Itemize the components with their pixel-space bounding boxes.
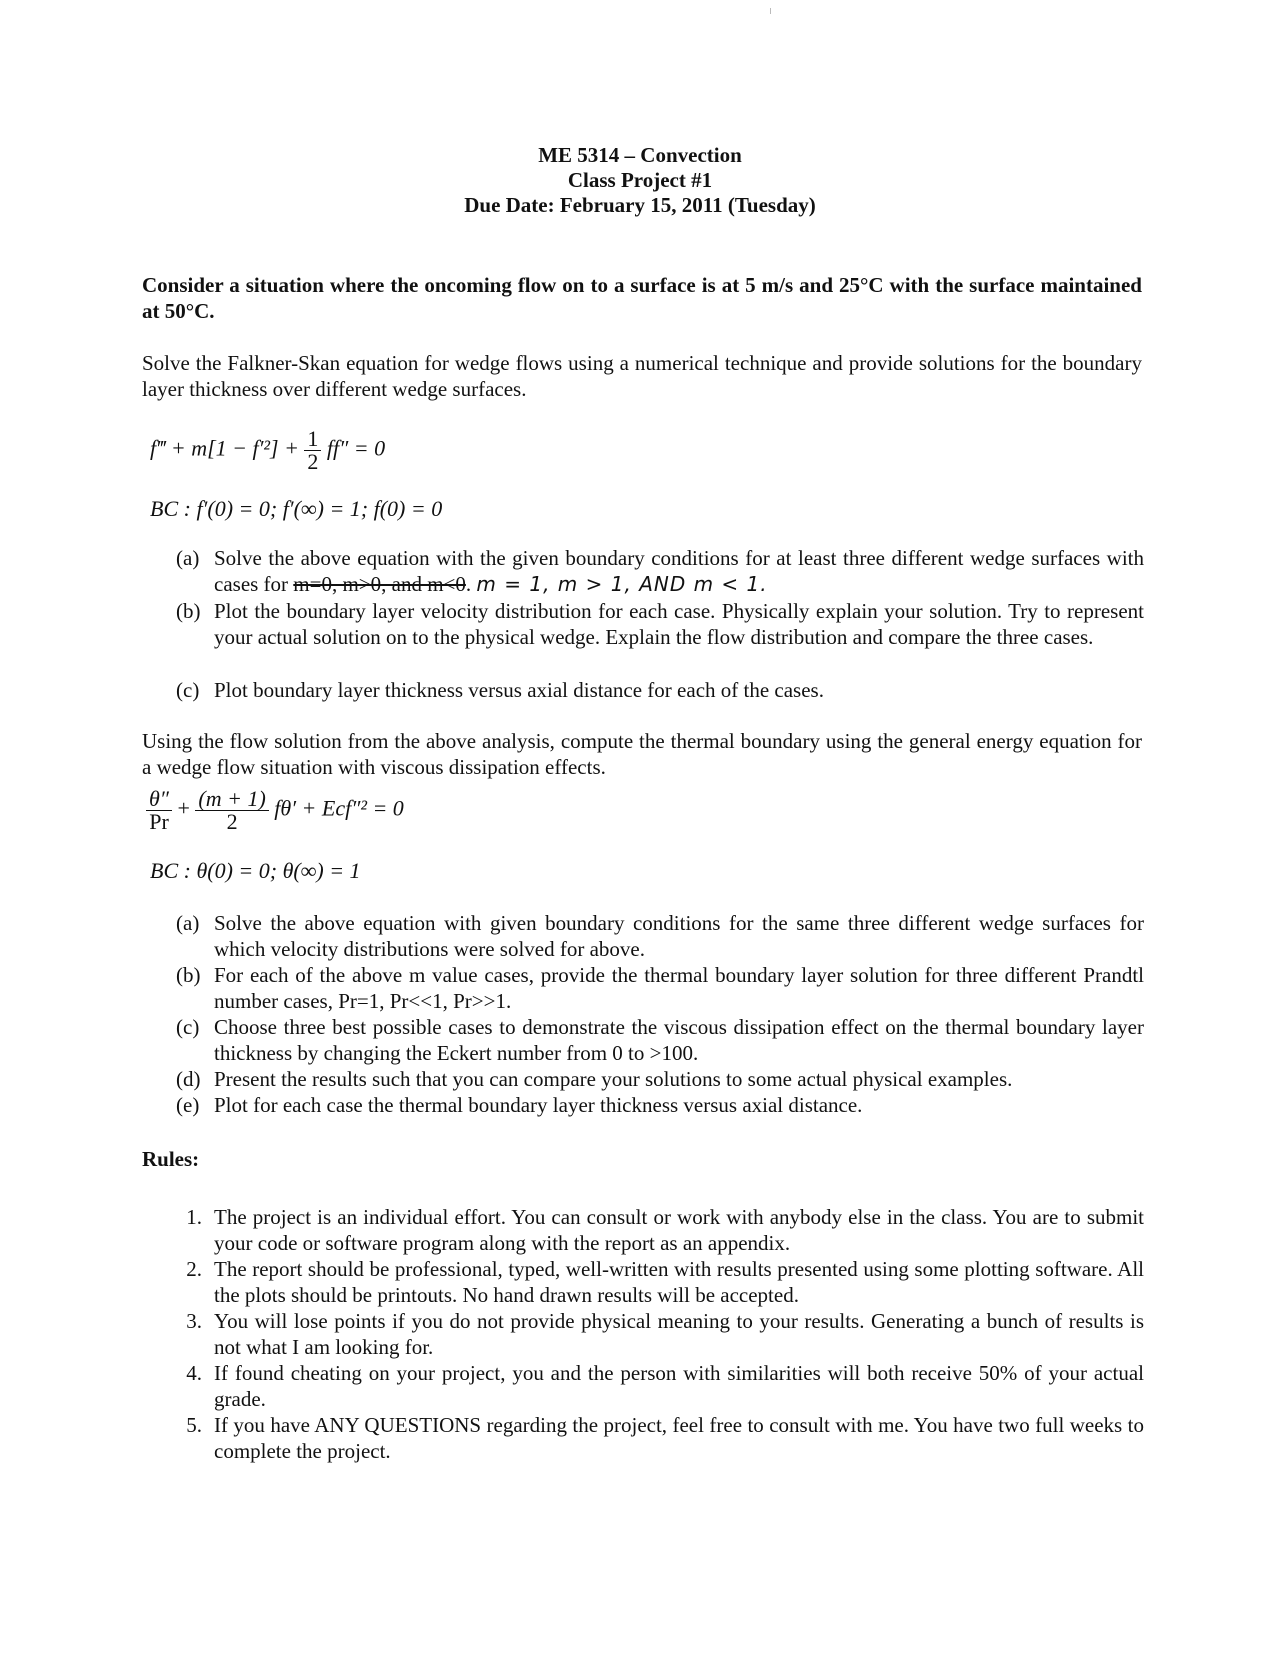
- eq1-frac-num: 1: [304, 428, 321, 451]
- part2-item-a: [176, 910, 1144, 962]
- rule-5: [172, 1412, 1144, 1464]
- eq2-frac1-num: θ″: [146, 788, 172, 811]
- rule-4: [172, 1360, 1144, 1412]
- item-label: (a): [176, 911, 200, 935]
- handwritten-cases: m = 1, m > 1, AND m < 1.: [476, 572, 768, 596]
- rule-2: [172, 1256, 1144, 1308]
- problem-statement: Consider a situation where the oncoming flow on to a surface is at 5 m/s and 25°C with the surface maintained at 50°C.: [142, 273, 1142, 323]
- eq2-plus: +: [177, 795, 190, 821]
- falkner-skan-intro: Solve the Falkner-Skan equation for wedge flows using a numerical technique and provide solutions for the boundary layer thickness over different wedge surfaces.: [142, 351, 1142, 401]
- falkner-skan-bc: BC : f′(0) = 0; f′(∞) = 1; f(0) = 0: [150, 496, 443, 521]
- item-text: For each of the above m value cases, provide the thermal boundary layer solution for three different Prandtl number cases, Pr=1, Pr<<1, Pr>>1.: [214, 963, 1144, 1013]
- item-label: (c): [176, 678, 200, 702]
- item-label: (c): [176, 1015, 200, 1039]
- rule-1: [172, 1204, 1144, 1256]
- item-text: Solve the above equation with given boundary conditions for the same three different wedge surfaces for which velocity distributions were solved for above.: [214, 911, 1144, 961]
- item-text: Plot boundary layer thickness versus axial distance for each of the cases.: [214, 678, 824, 702]
- part2-item-b: [176, 962, 1144, 1014]
- item-label: (b): [176, 963, 201, 987]
- rules-heading: Rules:: [142, 1147, 200, 1171]
- rule-number: 1.: [186, 1205, 202, 1229]
- eq2-frac2: [195, 788, 268, 833]
- rule-number: 5.: [186, 1413, 202, 1437]
- thermal-intro: Using the flow solution from the above analysis, compute the thermal boundary using the general energy equation for a wedge flow situation with viscous dissipation effects.: [142, 729, 1142, 779]
- part2-item-d: [176, 1066, 1144, 1092]
- rule-text: The project is an individual effort. You can consult or work with anybody else in the class. You are to submit your code or software program along with the report as an appendix.: [214, 1205, 1144, 1255]
- falkner-skan-equation: [150, 428, 385, 473]
- item-a-text: Solve the above equation with the given boundary conditions for at least three different wedge surfaces with cases for: [214, 546, 1144, 596]
- course-title: ME 5314 – Convection: [538, 143, 742, 167]
- item-label: (d): [176, 1067, 201, 1091]
- rule-text: You will lose points if you do not provide physical meaning to your results. Generating a bunch of results is not what I am looking for.: [214, 1309, 1144, 1359]
- eq1-right: ff″ = 0: [326, 435, 386, 461]
- energy-equation: [146, 788, 404, 833]
- eq1-left: f‴ + m[1 − f′²] +: [150, 435, 299, 461]
- due-date: Due Date: February 15, 2011 (Tuesday): [464, 193, 816, 217]
- rule-number: 3.: [186, 1309, 202, 1333]
- scan-artifact: [770, 8, 771, 14]
- eq2-frac2-num: (m + 1): [195, 788, 268, 811]
- rule-number: 2.: [186, 1257, 202, 1281]
- item-text: Choose three best possible cases to demonstrate the viscous dissipation effect on the thermal boundary layer thickness by changing the Eckert number from 0 to >100.: [214, 1015, 1144, 1065]
- part1-item-b: [176, 598, 1144, 676]
- rule-text: If you have ANY QUESTIONS regarding the project, feel free to consult with me. You have two full weeks to complete the project.: [214, 1413, 1144, 1463]
- item-label: (e): [176, 1093, 200, 1117]
- rule-text: If found cheating on your project, you and the person with similarities will both receive 50% of your actual grade.: [214, 1361, 1144, 1411]
- rule-3: [172, 1308, 1144, 1360]
- eq2-frac1-den: Pr: [149, 809, 169, 834]
- eq1-fraction: [304, 428, 321, 473]
- rule-number: 4.: [186, 1361, 202, 1385]
- part1-item-a: [176, 545, 1144, 597]
- eq2-frac1: [146, 788, 172, 833]
- energy-bc: BC : θ(0) = 0; θ(∞) = 1: [150, 858, 361, 883]
- struck-out-cases: m=0, m>0, and m<0: [293, 572, 466, 596]
- part1-item-c: [176, 677, 1144, 703]
- part2-item-c: [176, 1014, 1144, 1066]
- eq2-frac2-den: 2: [226, 809, 238, 834]
- item-label: (b): [176, 599, 201, 623]
- part2-item-e: [176, 1092, 1144, 1118]
- item-label: (a): [176, 546, 200, 570]
- project-title: Class Project #1: [567, 168, 713, 192]
- item-text: Solve the above equation with the given boundary conditions for at least three different wedge surfaces with cases for m=0, m>0, and m<0. m = 1, m > 1, AND m < 1.: [214, 546, 1144, 596]
- item-text: Present the results such that you can compare your solutions to some actual physical examples.: [214, 1067, 1013, 1091]
- item-text: Plot the boundary layer velocity distribution for each case. Physically explain your solution. Try to represent your actual solution on to the physical wedge. Explain the flow distribution and compare the three cases.: [214, 599, 1144, 649]
- eq2-right: fθ′ + Ecf″² = 0: [274, 795, 404, 821]
- rule-text: The report should be professional, typed, well-written with results presented using some plotting software. All the plots should be printouts. No hand drawn results will be accepted.: [214, 1257, 1144, 1307]
- eq1-frac-den: 2: [307, 449, 319, 474]
- item-text: Plot for each case the thermal boundary layer thickness versus axial distance.: [214, 1093, 863, 1117]
